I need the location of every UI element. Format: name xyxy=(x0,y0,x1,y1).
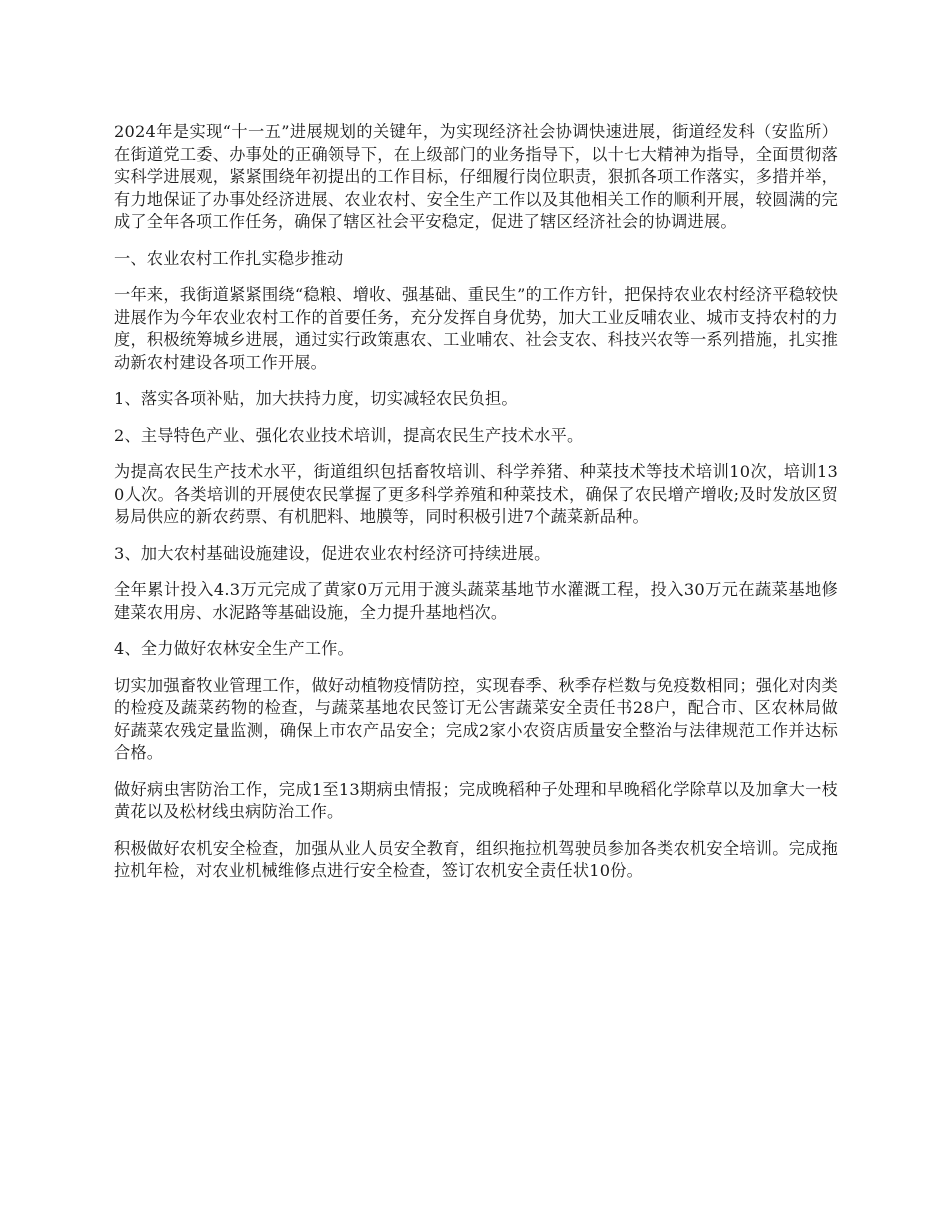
item-heading-1: 1、落实各项补贴，加大扶持力度，切实减轻农民负担。 xyxy=(114,389,518,408)
item-heading-4: 4、全力做好农林安全生产工作。 xyxy=(114,639,354,658)
item-heading-2: 2、主导特色产业、强化农业技术培训，提高农民生产技术水平。 xyxy=(114,425,584,445)
item-heading-3: 3、加大农村基础设施建设，促进农业农村经济可持续进展。 xyxy=(114,543,551,563)
item-3-paragraph: 全年累计投入4.3万元完成了黄家0万元用于渡头蔬菜基地节水灌溉工程，投入30万元在蔬菜基地修建菜农用房、水泥路等基础设施，全力提升基地档次。 xyxy=(114,580,838,622)
item-4-paragraph-3: 积极做好农机安全检查，加强从业人员安全教育，组织拖拉机驾驶员参加各类农机安全培训。完成拖拉机年检，对农业机械维修点进行安全检查，签订农机安全责任状10份。 xyxy=(114,838,838,880)
item-4-paragraph-2: 做好病虫害防治工作，完成1至13期病虫情报；完成晚稻种子处理和早晚稻化学除草以及加拿大一枝黄花以及松材线虫病防治工作。 xyxy=(114,779,838,821)
item-4-paragraph-1: 切实加强畜牧业管理工作，做好动植物疫情防控，实现春季、秋季存栏数与免疫数相同；强化对肉类的检疫及蔬菜药物的检查，与蔬菜基地农民签订无公害蔬菜安全责任书28户，配合市、区农林局做好蔬菜农残定量监测，确保上市农产品安全；完成2家小农资店质量安全整治与法律规范工作并达标合格。 xyxy=(114,675,838,762)
document-body xyxy=(114,121,838,897)
item-2-paragraph: 为提高农民生产技术水平，街道组织包括畜牧培训、科学养猪、种菜技术等技术培训10次，培训130人次。各类培训的开展使农民掌握了更多科学养殖和种菜技术，确保了农民增产增收;及时发放区贸易局供应的新农药票、有机肥料、地膜等，同时积极引进7个蔬菜新品种。 xyxy=(114,462,838,526)
section-heading: 一、农业农村工作扎实稳步推动 xyxy=(114,248,344,268)
intro-paragraph: 2024年是实现“十一五”进展规划的关键年，为实现经济社会协调快速进展，街道经发科（安监所）在街道党工委、办事处的正确领导下，在上级部门的业务指导下，以十七大精神为指导，全面贯彻落实科学进展观，紧紧围绕年初提出的工作目标，仔细履行岗位职责，狠抓各项工作落实，多措并举，有力地保证了办事处经济进展、农业农村、安全生产工作以及其他相关工作的顺利开展，较圆满的完成了全年各项工作任务，确保了辖区社会平安稳定，促进了辖区经济社会的协调进展。 xyxy=(114,122,838,231)
section-paragraph: 一年来，我街道紧紧围绕“稳粮、增收、强基础、重民生”的工作方针，把保持农业农村经济平稳较快进展作为今年农业农村工作的首要任务，充分发挥自身优势，加大工业反哺农业、城市支持农村的力度，积极统筹城乡进展，通过实行政策惠农、工业哺农、社会支农、科技兴农等一系列措施，扎实推动新农村建设各项工作开展。 xyxy=(114,285,838,372)
